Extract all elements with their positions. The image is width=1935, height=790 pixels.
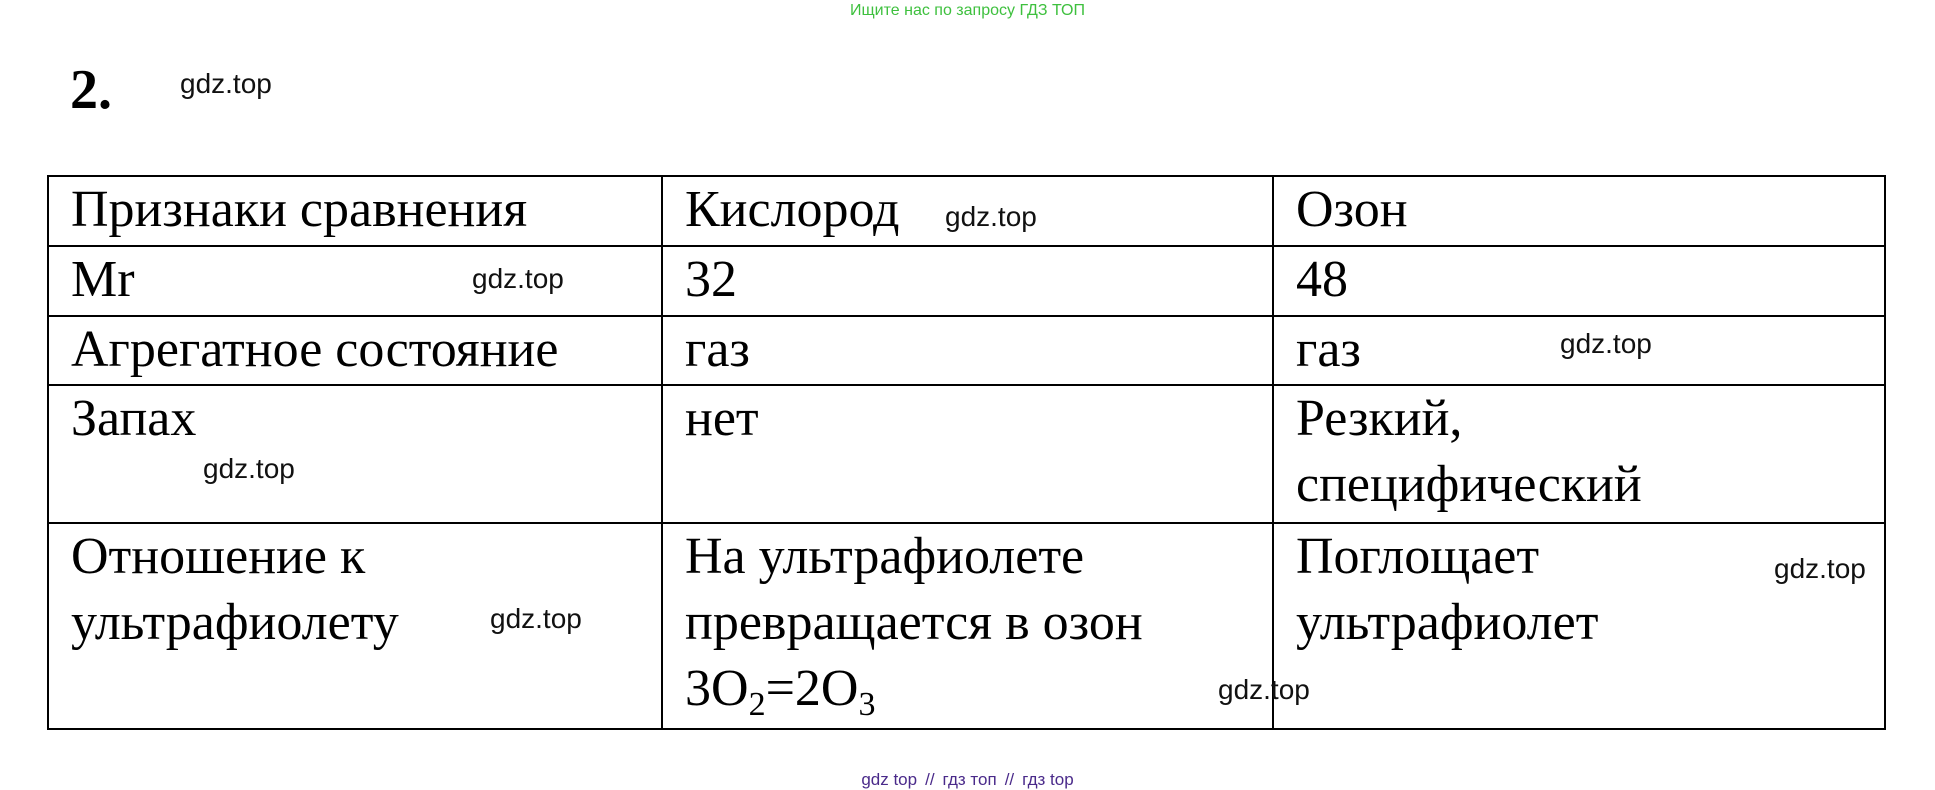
watermark: gdz.top <box>490 603 582 634</box>
cell-oxygen: 32 <box>662 246 1273 316</box>
watermark: gdz.top <box>1560 328 1652 359</box>
header-cell-feature: Признаки сравнения <box>48 176 662 246</box>
cell-line: Поглощает <box>1296 528 1540 585</box>
formula-part: =2O <box>765 660 859 717</box>
formula-part: 3O <box>685 660 749 717</box>
table-row <box>48 246 1885 316</box>
watermark: gdz.top <box>472 263 564 294</box>
cell-line: Резкий, <box>1296 390 1463 447</box>
watermark: gdz.top <box>1774 553 1866 584</box>
comparison-table <box>47 175 1886 730</box>
cell-oxygen: газ <box>662 316 1273 385</box>
formula-subscript: 2 <box>748 686 766 723</box>
cell-ozone: газ <box>1273 316 1885 385</box>
cell-line: ультрафиолет <box>1296 594 1599 651</box>
cell-oxygen <box>662 523 1273 729</box>
task-number: 2. <box>70 59 112 121</box>
watermark: gdz.top <box>945 201 1037 232</box>
table-row <box>48 523 1885 729</box>
header-cell-ozone: Озон <box>1273 176 1885 246</box>
watermark: gdz.top <box>1218 674 1310 705</box>
watermark: gdz.top <box>180 68 272 99</box>
cell-feature: Агрегатное состояние <box>48 316 662 385</box>
reaction-formula <box>685 656 1272 722</box>
footer-separator: // <box>925 770 935 789</box>
formula-subscript: 3 <box>858 686 876 723</box>
top-banner: Ищите нас по запросу ГДЗ ТОП <box>850 2 1085 19</box>
cell-oxygen <box>662 385 1273 523</box>
footer-links <box>0 770 1935 790</box>
table-row <box>48 385 1885 523</box>
cell-ozone: 48 <box>1273 246 1885 316</box>
cell-feature: Mr <box>48 246 662 316</box>
cell-line: ультрафиолету <box>71 594 399 651</box>
watermark: gdz.top <box>203 453 295 484</box>
footer-link[interactable]: gdz top <box>861 770 918 789</box>
footer-link[interactable]: гдз топ <box>942 770 997 789</box>
footer-separator: // <box>1004 770 1015 789</box>
cell-line: На ультрафиолете <box>685 528 1085 585</box>
cell-line: Запах <box>71 390 197 447</box>
footer-link[interactable]: гдз top <box>1022 770 1074 789</box>
cell-ozone <box>1273 385 1885 523</box>
cell-feature <box>48 385 662 523</box>
header-cell-oxygen: Кислород <box>662 176 1273 246</box>
cell-line: специфический <box>1296 456 1642 513</box>
cell-line: Отношение к <box>71 528 366 585</box>
cell-line: превращается в озон <box>685 594 1143 651</box>
cell-line: нет <box>685 390 759 447</box>
